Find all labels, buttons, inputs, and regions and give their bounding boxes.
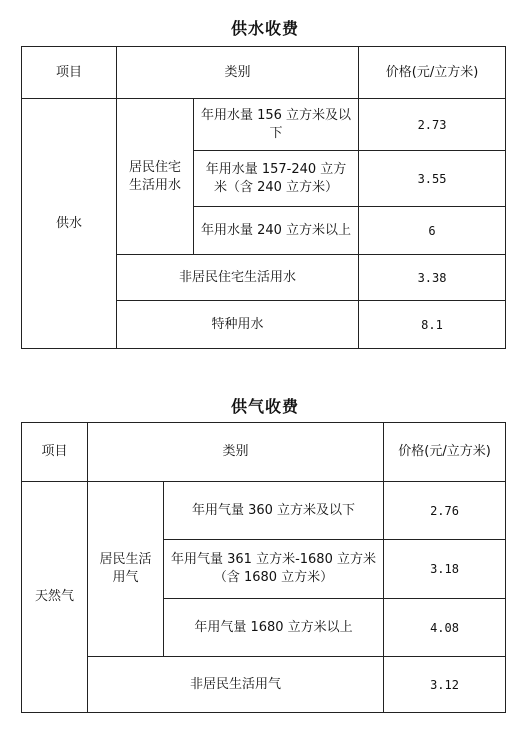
tier-price: 3.55 (359, 151, 506, 207)
tier-price: 6 (359, 207, 506, 255)
tier-desc: 年用水量 156 立方米及以下 (194, 99, 359, 151)
header-price: 价格(元/立方米) (384, 423, 506, 482)
tier-price: 2.76 (384, 482, 506, 540)
water-section-title: 供水收费 (230, 19, 299, 38)
tier-desc: 年用水量 157-240 立方米（含 240 立方米） (194, 151, 359, 207)
header-item: 项目 (22, 423, 88, 482)
special-water-price: 8.1 (359, 301, 506, 349)
gas-fee-table (21, 422, 506, 713)
tier-price: 4.08 (384, 599, 506, 657)
tier-desc: 年用气量 361 立方米-1680 立方米（含 1680 立方米） (164, 540, 384, 599)
tier-desc: 年用气量 1680 立方米以上 (164, 599, 384, 657)
non-residential-gas-label: 非居民生活用气 (88, 657, 384, 713)
table-row (22, 99, 506, 151)
gas-item-cell: 天然气 (22, 482, 88, 713)
water-fee-table (21, 46, 506, 349)
non-residential-gas-price: 3.12 (384, 657, 506, 713)
header-category: 类别 (117, 47, 359, 99)
tier-desc: 年用气量 360 立方米及以下 (164, 482, 384, 540)
table-row (22, 657, 506, 713)
header-category: 类别 (88, 423, 384, 482)
tier-price: 3.18 (384, 540, 506, 599)
residential-gas-label: 居民生活用气 (88, 482, 164, 657)
special-water-label: 特种用水 (117, 301, 359, 349)
header-item: 项目 (22, 47, 117, 99)
tier-price: 2.73 (359, 99, 506, 151)
water-item-cell: 供水 (22, 99, 117, 349)
non-residential-water-price: 3.38 (359, 255, 506, 301)
header-price: 价格(元/立方米) (359, 47, 506, 99)
residential-water-label: 居民住宅生活用水 (117, 99, 194, 255)
table-row (22, 482, 506, 540)
non-residential-water-label: 非居民住宅生活用水 (117, 255, 359, 301)
tier-desc: 年用水量 240 立方米以上 (194, 207, 359, 255)
gas-section-title: 供气收费 (230, 397, 299, 416)
